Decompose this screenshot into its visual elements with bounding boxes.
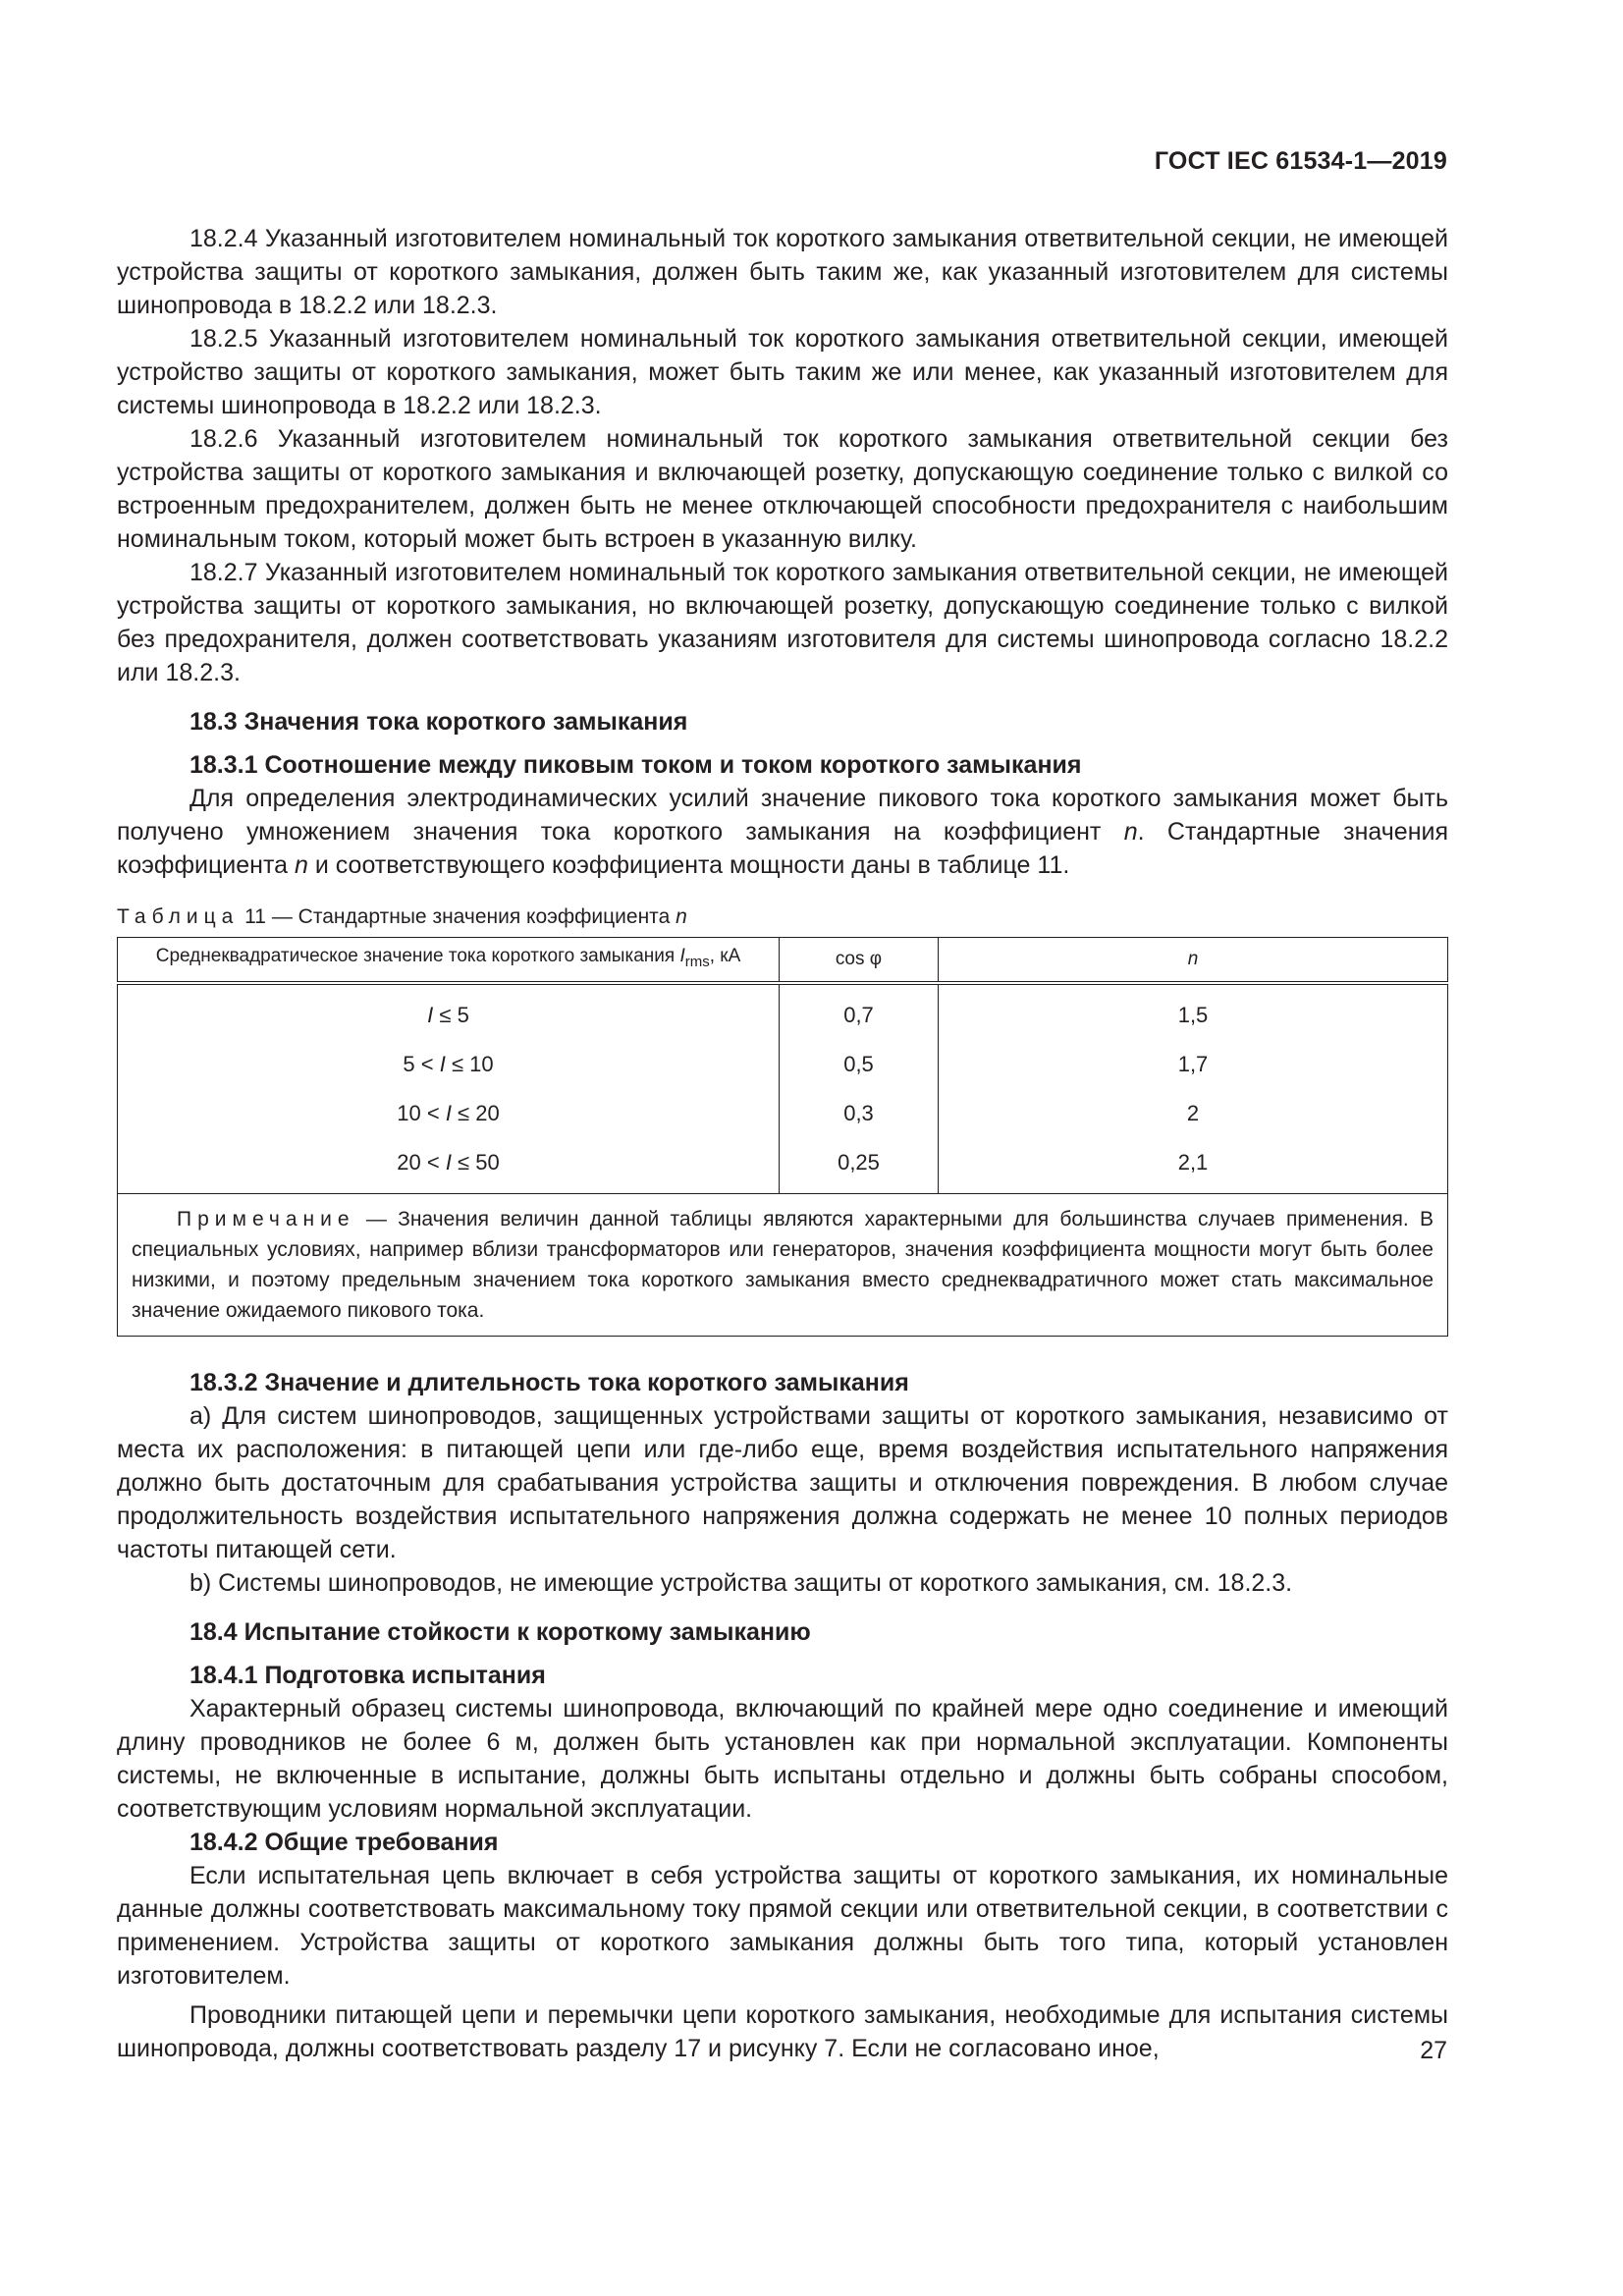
page-number: 27 [1420,2037,1447,2064]
table-caption-label: Таблица [117,905,240,928]
coefficient-table [117,937,1448,1337]
range-suffix: ≤ 20 [451,1100,500,1125]
heading-18-3-2: 18.3.2 Значение и длительность тока короткого замыкания [189,1368,909,1396]
cos-cell: 0,7 [780,983,939,1040]
range-prefix: 20 < [397,1149,446,1175]
table-row [118,1040,1448,1089]
range-prefix: 10 < [397,1100,446,1125]
table-caption [117,903,1448,931]
n-cell: 2,1 [939,1138,1448,1194]
page-content [117,222,1448,2065]
table-note-row [118,1193,1448,1336]
range-variable: I [445,1100,452,1125]
range-variable: I [439,1051,446,1076]
n-cell: 1,5 [939,983,1448,1040]
header-text: Среднеквадратическое значение тока короткого замыкания [155,946,680,966]
heading-18-3-1: 18.3.1 Соотношение между пиковым током и током короткого замыкания [189,751,1082,779]
column-header-n: n [939,938,1448,983]
range-cell [118,1138,780,1194]
cos-cell: 0,3 [780,1089,939,1138]
paragraph-18-2-6: 18.2.6 Указанный изготовителем номинальный ток короткого замыкания ответвительной секции без устройства защиты от короткого замыкания и включающей розетку, допускающую соединение только с вилкой со встроенным предохранителем, должен быть не менее отключающей способности предохранителя с наибольшим номинальным током, который может быть встроен в указанную вилку. [117,425,1448,553]
range-suffix: ≤ 10 [445,1051,494,1076]
range-variable: I [445,1149,452,1175]
paragraph-18-2-4: 18.2.4 Указанный изготовителем номинальный ток короткого замыкания ответвительной секции, не имеющей устройства защиты от короткого замыкания, должен быть таким же, как указанный изготовителем для системы шинопровода в 18.2.2 или 18.2.3. [117,225,1448,319]
paragraph-18-4-1: Характерный образец системы шинопровода, включающий по крайней мере одно соединение и имеющий длину проводников не более 6 м, должен быть установлен как при нормальной эксплуатации. Компоненты системы, не включенные в испытание, должны быть испытаны отдельно и должны быть собраны способом, соответствующим условиям нормальной эксплуатации. [117,1694,1448,1823]
paragraph-18-3-2-b: b) Системы шинопроводов, не имеющие устройства защиты от короткого замыкания, см. 18.2.3. [189,1568,1293,1597]
paragraph-18-2-7: 18.2.7 Указанный изготовителем номинальный ток короткого замыкания ответвительной секции, не имеющей устройства защиты от короткого замыкания, но включающей розетку, допускающую соединение только с вилкой без предохранителя, должен соответствовать указаниям изготовителя для системы шинопровода согласно 18.2.2 или 18.2.3. [117,559,1448,686]
text-segment: . Стандартные значения коэффициента [117,818,1449,879]
heading-18-4-1: 18.4.1 Подготовка испытания [189,1661,546,1689]
note-label: Примечание [177,1207,355,1230]
table-caption-variable: n [676,905,687,928]
range-suffix: ≤ 5 [433,1002,469,1027]
table-row [118,983,1448,1040]
header-variable: I [679,946,685,966]
paragraph-18-4-2-2: Проводники питающей цепи и перемычки цепи короткого замыкания, необходимые для испытания системы шинопровода, должны соответствовать разделу 17 и рисунку 7. Если не согласовано иное, [117,2000,1448,2062]
paragraph-18-3-2-a: а) Для систем шинопроводов, защищенных устройствами защиты от короткого замыкания, независимо от места их расположения: в питающей цепи или где-либо еще, время воздействия испытательного напряжения должно быть достаточным для срабатывания устройства защиты и отключения повреждения. В любом случае продолжительность воздействия испытательного напряжения должна содержать не менее 10 полных периодов частоты питающей сети. [117,1401,1448,1563]
column-header-current [118,938,780,983]
table-row [118,1138,1448,1194]
paragraph-18-3-1 [117,782,1448,882]
cos-cell: 0,25 [780,1138,939,1194]
variable-n: n [295,851,308,879]
range-prefix: 5 < [403,1051,440,1076]
range-suffix: ≤ 50 [451,1149,500,1175]
n-cell: 1,7 [939,1040,1448,1089]
header-subscript: rms [684,953,710,970]
text-segment: Для определения электродинамических усилий значение пикового тока короткого замыкания может быть получено умножением значения тока короткого замыкания на коэффициент [117,785,1448,846]
column-header-cos-phi: cos φ [780,938,939,983]
paragraph-18-2-5: 18.2.5 Указанный изготовителем номинальный ток короткого замыкания ответвительной секции, имеющей устройство защиты от короткого замыкания, может быть таким же или менее, как указанный изготовителем для системы шинопровода в 18.2.2 или 18.2.3. [117,325,1448,419]
heading-18-4: 18.4 Испытание стойкости к короткому замыканию [189,1617,811,1646]
range-variable: I [427,1002,434,1027]
table-note [118,1193,1448,1336]
paragraph-18-4-2-1: Если испытательная цепь включает в себя устройства защиты от короткого замыкания, их номинальные данные должны соответствовать максимальному току прямой секции или ответвительной секции, в соответствии с применением. Устройства защиты от короткого замыкания должны быть того типа, который установлен изготовителем. [117,1861,1448,1990]
variable-n: n [1123,818,1138,846]
table-caption-text: 11 — Стандартные значения коэффициента [239,905,676,928]
text-segment: и соответствующего коэффициента мощности даны в таблице 11. [307,851,1070,879]
heading-18-4-2: 18.4.2 Общие требования [189,1828,499,1856]
table-row [118,1089,1448,1138]
note-text: — Значения величин данной таблицы являются характерными для большинства случаев применения. В специальных условиях, например вблизи трансформаторов или генераторов, значения коэффициента мощности могут быть более низкими, и поэтому предельным значением тока короткого замыкания вместо среднеквадратичного может стать максимальное значение ожидаемого пикового тока. [132,1207,1434,1322]
document-code-header: ГОСТ IEC 61534-1—2019 [1154,147,1447,175]
range-cell [118,1040,780,1089]
cos-cell: 0,5 [780,1040,939,1089]
range-cell [118,1089,780,1138]
header-unit: , кА [709,946,741,966]
n-cell: 2 [939,1089,1448,1138]
heading-18-3: 18.3 Значения тока короткого замыкания [189,708,688,736]
range-cell [118,983,780,1040]
